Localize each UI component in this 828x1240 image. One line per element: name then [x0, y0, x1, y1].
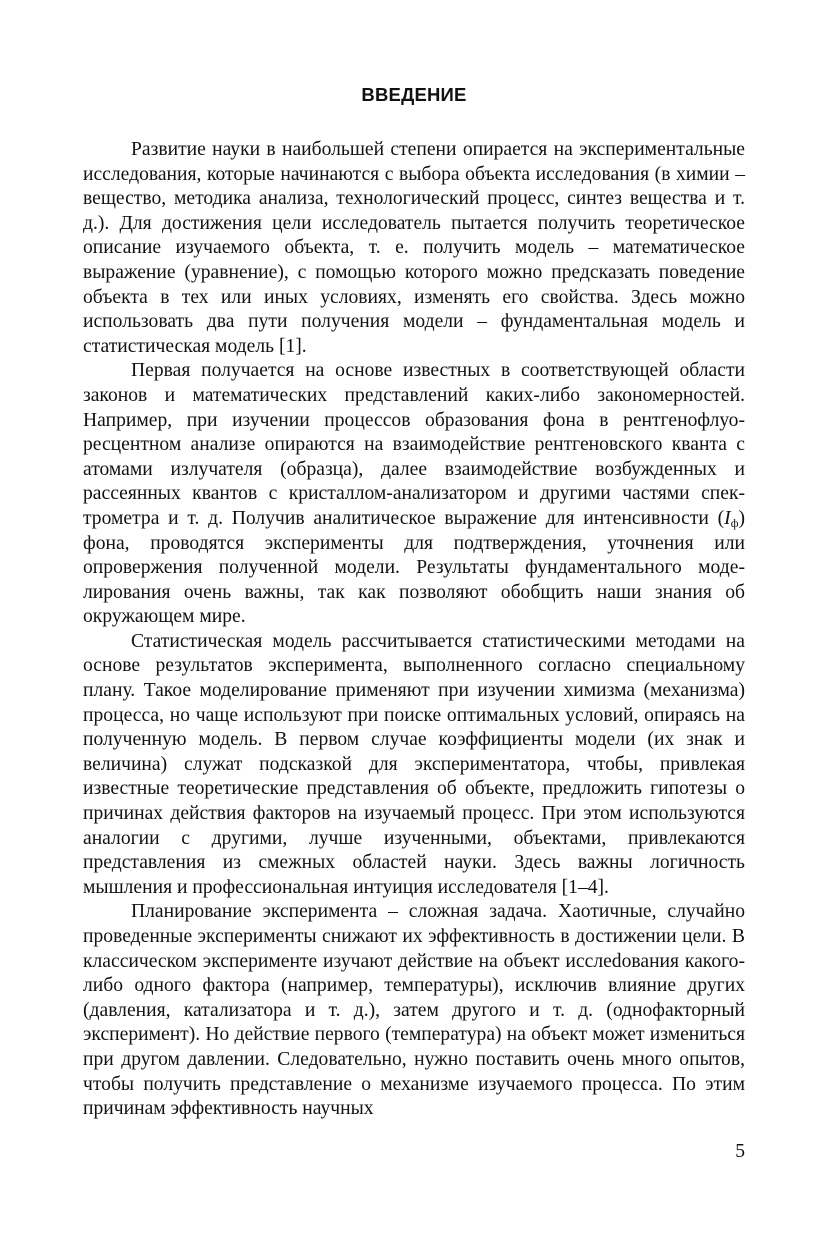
- paragraph-2: [83, 359, 745, 630]
- paragraph-1: Развитие науки в наибольшей степени опирается на экспериментальные исследования, которые начинаются с выбора объекта исследования (в химии – вещество, методика анализа, технологический процесс, синтез вещества и т. д.). Для достижения цели исследователь пытается получить теоретическое описание изучаемого объекта, т. е. получить модель – математическое выражение (уравнение), с помощью которого можно предсказать поведение объекта в тех или иных условиях, изменять его свойства. Здесь можно использовать два пути получения модели – фундаментальная модель и статистическая модель [1].: [83, 139, 745, 357]
- paragraph-2-text-b: ) фона, проводятся эксперименты для подтверждения, уточнения или опровержения полученной модели. Результаты фундаментального моделирования очень важны, так как позволяют обобщить наши знания об окружающем мире.: [83, 507, 745, 628]
- body-text: [83, 138, 745, 1122]
- paragraph-2-text-a: Первая получается на основе известных в соответствующей области законов и математических представлений каких-либо закономерностей. Например, при изучении процессов образования фона в рентгенофлуоресцентном анализе опираются на взаимодействие рентгеновского кванта с атомами излучателя (образца), далее взаимодействие возбужденных и рассеянных квантов с кристаллом-анализатором и другими частями спектрометра и т. д. Получив аналитическое выражение для интенсивности (: [83, 360, 745, 529]
- section-title: ВВЕДЕНИЕ: [361, 84, 467, 105]
- page-number: 5: [735, 1141, 745, 1162]
- intensity-subscript: ф: [730, 515, 739, 530]
- intensity-symbol: I: [724, 507, 731, 529]
- paragraph-3: Статистическая модель рассчитывается статистическими методами на основе результатов эксперимента, выполненного согласно специальному плану. Такое моделирование применяют при изучении химизма (механизма) процесса, но чаще используют при поиске оптимальных условий, опираясь на полученную модель. В первом случае коэффициенты модели (их знак и величина) служат подсказкой для экспериментатора, чтобы, привлекая известные теоретические представления об объекте, предложить гипотезы о причинах действия факторов на изучаемый процесс. При этом используются аналогии с другими, лучше изученными, объектами, привлекаются представления из смежных областей науки. Здесь важны логичность мышления и профессиональная интуиция исследователя [1–4].: [83, 630, 745, 898]
- paragraph-4: Планирование эксперимента – сложная задача. Хаотичные, случайно проведенные эксперименты снижают их эффективность в достижении цели. В классическом эксперименте изучают действие на объект исслеdования какого-либо одного фактора (например, температуры), исключив влияние других (давления, катализатора и т. д.), затем другого и т. д. (однофакторный эксперимент). Но действие первого (температура) на объект может измениться при другом давлении. Следовательно, нужно поставить очень много опытов, чтобы получить представление о механизме изучаемого процесса. По этим причинам эффективность научных: [83, 901, 745, 1120]
